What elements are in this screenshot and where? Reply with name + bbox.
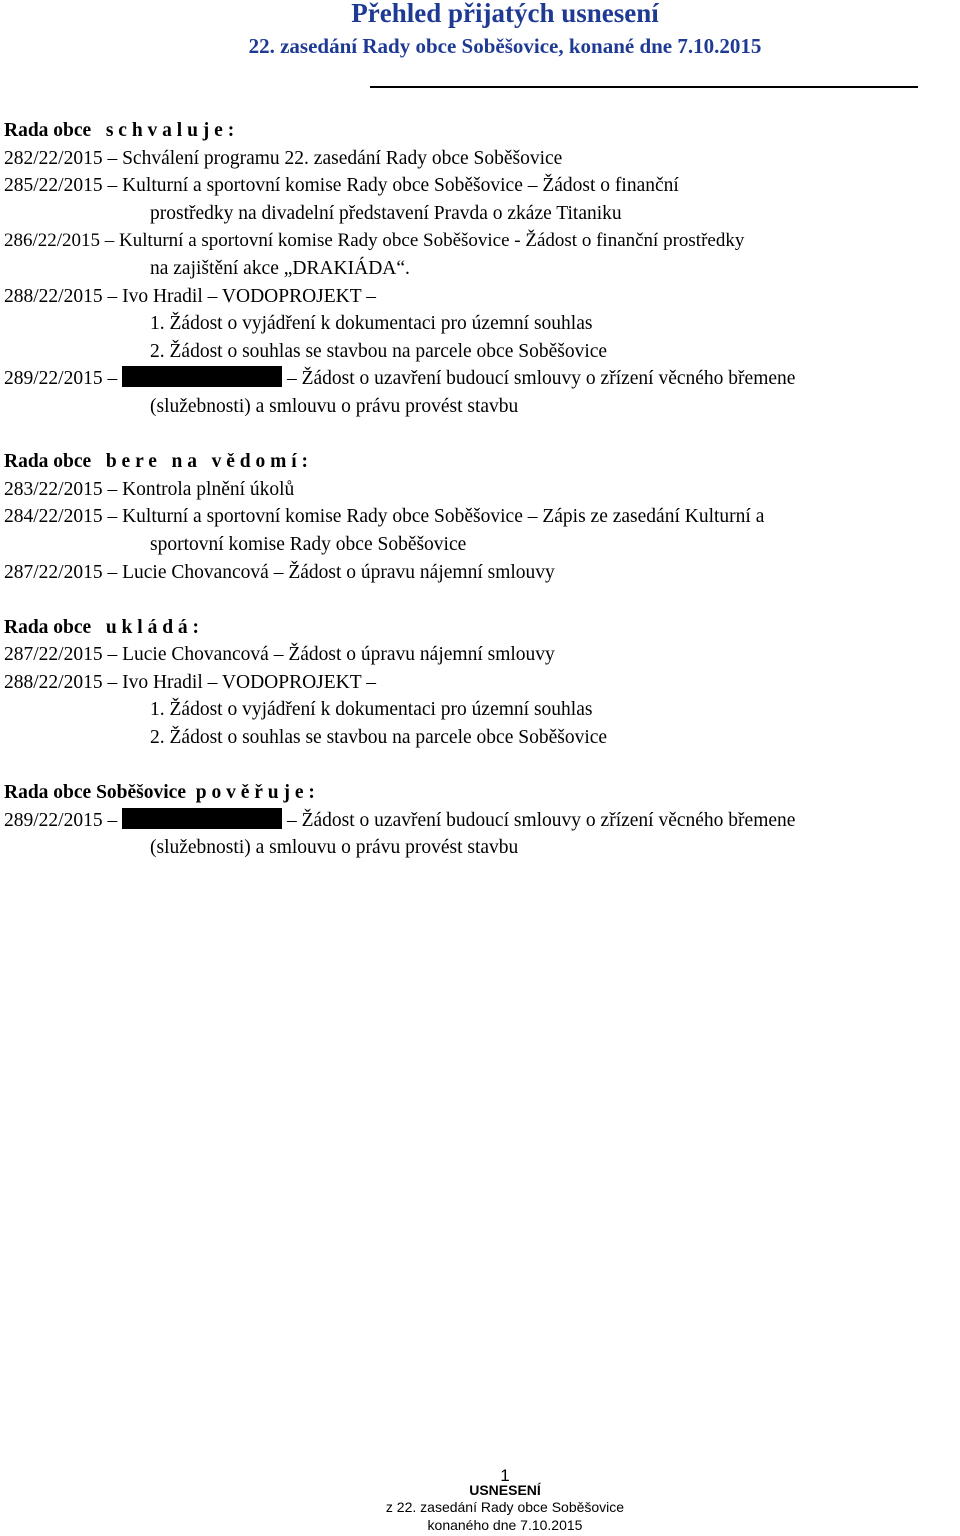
- resolution-287-uklada: 287/22/2015 – Lucie Chovancová – Žádost o úpravu nájemní smlouvy: [4, 644, 555, 666]
- resolution-289-poveruje-cont: (služebnosti) a smlouvu o právu provést stavbu: [150, 837, 519, 859]
- resolution-286-cont: na zajištění akce „DRAKIÁDA“.: [150, 257, 410, 279]
- resolution-288-uklada: 288/22/2015 – Ivo Hradil – VODOPROJEKT –: [4, 671, 376, 693]
- resolution-289-poveruje: [4, 807, 960, 835]
- footer-date: konaného dne 7.10.2015: [427, 1517, 583, 1533]
- resolutions-body: [4, 117, 960, 862]
- resolution-289-poveruje-text: – Žádost o uzavření budoucí smlouvy o zřízení věcného břemene: [286, 809, 796, 831]
- section-heading-uklada: Rada obce u k l á d á :: [4, 616, 200, 638]
- resolution-287: 287/22/2015 – Lucie Chovancová – Žádost o úpravu nájemní smlouvy: [4, 561, 555, 583]
- resolution-289-cont: (služebnosti) a smlouvu o právu provést stavbu: [150, 395, 519, 417]
- resolution-288-item-1: 1. Žádost o vyjádření k dokumentaci pro územní souhlas: [150, 313, 593, 335]
- resolution-283: 283/22/2015 – Kontrola plnění úkolů: [4, 478, 295, 500]
- resolution-289: [4, 365, 960, 393]
- section-heading-schvaluje: Rada obce s c h v a l u j e :: [4, 120, 235, 141]
- resolution-289-number: 289/22/2015 –: [4, 368, 118, 390]
- section-gap: [4, 421, 960, 449]
- resolution-286: 286/22/2015 – Kulturní a sportovní komise Rady obce Soběšovice - Žádost o finanční prostředky: [4, 230, 745, 252]
- resolution-288: 288/22/2015 – Ivo Hradil – VODOPROJEKT –: [4, 285, 376, 307]
- resolution-288-item-2: 2. Žádost o souhlas se stavbou na parcele obce Soběšovice: [150, 340, 608, 362]
- section-heading-bere-na-vedomi: Rada obce b e r e n a v ě d o m í :: [4, 451, 309, 473]
- footer-meeting: z 22. zasedání Rady obce Soběšovice: [385, 1499, 625, 1515]
- resolution-284: 284/22/2015 – Kulturní a sportovní komise Rady obce Soběšovice – Zápis ze zasedání Kulturní a: [4, 506, 765, 528]
- resolution-289-text: – Žádost o uzavření budoucí smlouvy o zřízení věcného břemene: [286, 368, 796, 390]
- section-heading-poveruje: Rada obce Soběšovice p o v ě ř u j e :: [4, 782, 315, 804]
- resolution-282: 282/22/2015 – Schválení programu 22. zasedání Rady obce Soběšovice: [4, 147, 563, 169]
- section-gap: [4, 752, 960, 780]
- section-gap: [4, 586, 960, 614]
- resolution-285-cont: prostředky na divadelní představení Pravda o zkáze Titaniku: [150, 202, 622, 224]
- resolution-288-uklada-item-1: 1. Žádost o vyjádření k dokumentaci pro územní souhlas: [150, 699, 593, 721]
- redacted-name-block: [122, 366, 282, 387]
- document-title: Přehled přijatých usnesení: [351, 0, 659, 28]
- resolution-284-cont: sportovní komise Rady obce Soběšovice: [150, 533, 467, 555]
- header-divider: [370, 86, 918, 88]
- resolution-285: 285/22/2015 – Kulturní a sportovní komise Rady obce Soběšovice – Žádost o finanční: [4, 175, 679, 197]
- footer-title: USNESENÍ: [469, 1482, 541, 1498]
- page-number: 1: [500, 1466, 510, 1485]
- resolution-289-poveruje-number: 289/22/2015 –: [4, 809, 118, 831]
- document-subtitle: 22. zasedání Rady obce Soběšovice, konané dne 7.10.2015: [248, 34, 762, 58]
- redacted-name-block: [122, 808, 282, 829]
- resolution-288-uklada-item-2: 2. Žádost o souhlas se stavbou na parcele obce Soběšovice: [150, 727, 608, 749]
